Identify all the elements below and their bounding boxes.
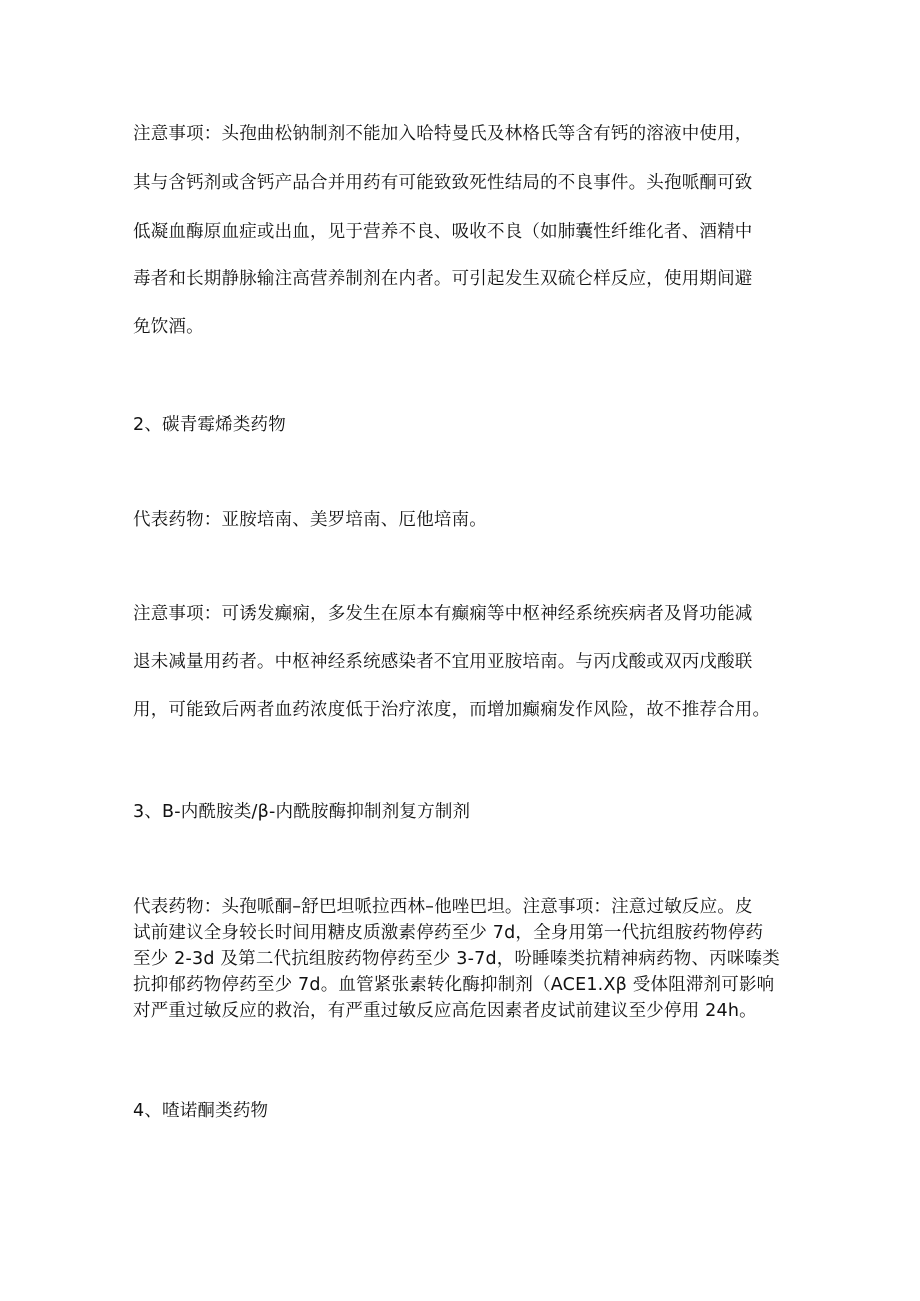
paragraph-2-line-1: 代表药物：亚胺培南、美罗培南、厄他培南。 (133, 510, 487, 530)
section-heading-2: 2、碳青霉烯类药物 (133, 415, 286, 435)
paragraph-3-line-3: 用，可能致后两者血药浓度低于治疗浓度，而增加癫痫发作风险，故不推荐合用。 (133, 700, 771, 720)
paragraph-1-line-3: 低凝血酶原血症或出血，见于营养不良、吸收不良（如肺囊性纤维化者、酒精中 (133, 222, 753, 242)
paragraph-1-line-5: 免饮酒。 (133, 317, 204, 337)
paragraph-1-line-2: 其与含钙剂或含钙产品合并用药有可能致致死性结局的不良事件。头孢哌酮可致 (133, 173, 753, 193)
paragraph-4-line-2: 试前建议全身较长时间用糖皮质激素停药至少 7d，全身用第一代抗组胺药物停药 (133, 923, 764, 943)
paragraph-4-line-1: 代表药物：头孢哌酮–舒巴坦哌拉西林–他唑巴坦。注意事项：注意过敏反应。皮 (133, 897, 753, 917)
paragraph-1-line-1: 注意事项：头孢曲松钠制剂不能加入哈特曼氏及林格氏等含有钙的溶液中使用， (133, 124, 753, 144)
paragraph-4-line-4: 抗抑郁药物停药至少 7d。血管紧张素转化酶抑制剂（ACE1.Xβ 受体阻滞剂可影响 (133, 975, 775, 995)
paragraph-3-line-2: 退未减量用药者。中枢神经系统感染者不宜用亚胺培南。与丙戊酸或双丙戊酸联 (133, 652, 753, 672)
section-heading-4: 4、喳诺酮类药物 (133, 1101, 269, 1121)
paragraph-1-line-4: 毒者和长期静脉输注高营养制剂在内者。可引起发生双硫仑样反应，使用期间避 (133, 269, 753, 289)
paragraph-4-line-3: 至少 2-3d 及第二代抗组胺药物停药至少 3-7d，吩睡嗪类抗精神病药物、丙咪嗪类 (133, 949, 780, 969)
paragraph-4-line-5: 对严重过敏反应的救治，有严重过敏反应高危因素者皮试前建议至少停用 24h。 (133, 1001, 757, 1021)
section-heading-3: 3、B-内酰胺类/β-内酰胺酶抑制剂复方制剂 (133, 802, 471, 822)
paragraph-3-line-1: 注意事项：可诱发癫痫，多发生在原本有癫痫等中枢神经系统疾病者及肾功能减 (133, 604, 753, 624)
